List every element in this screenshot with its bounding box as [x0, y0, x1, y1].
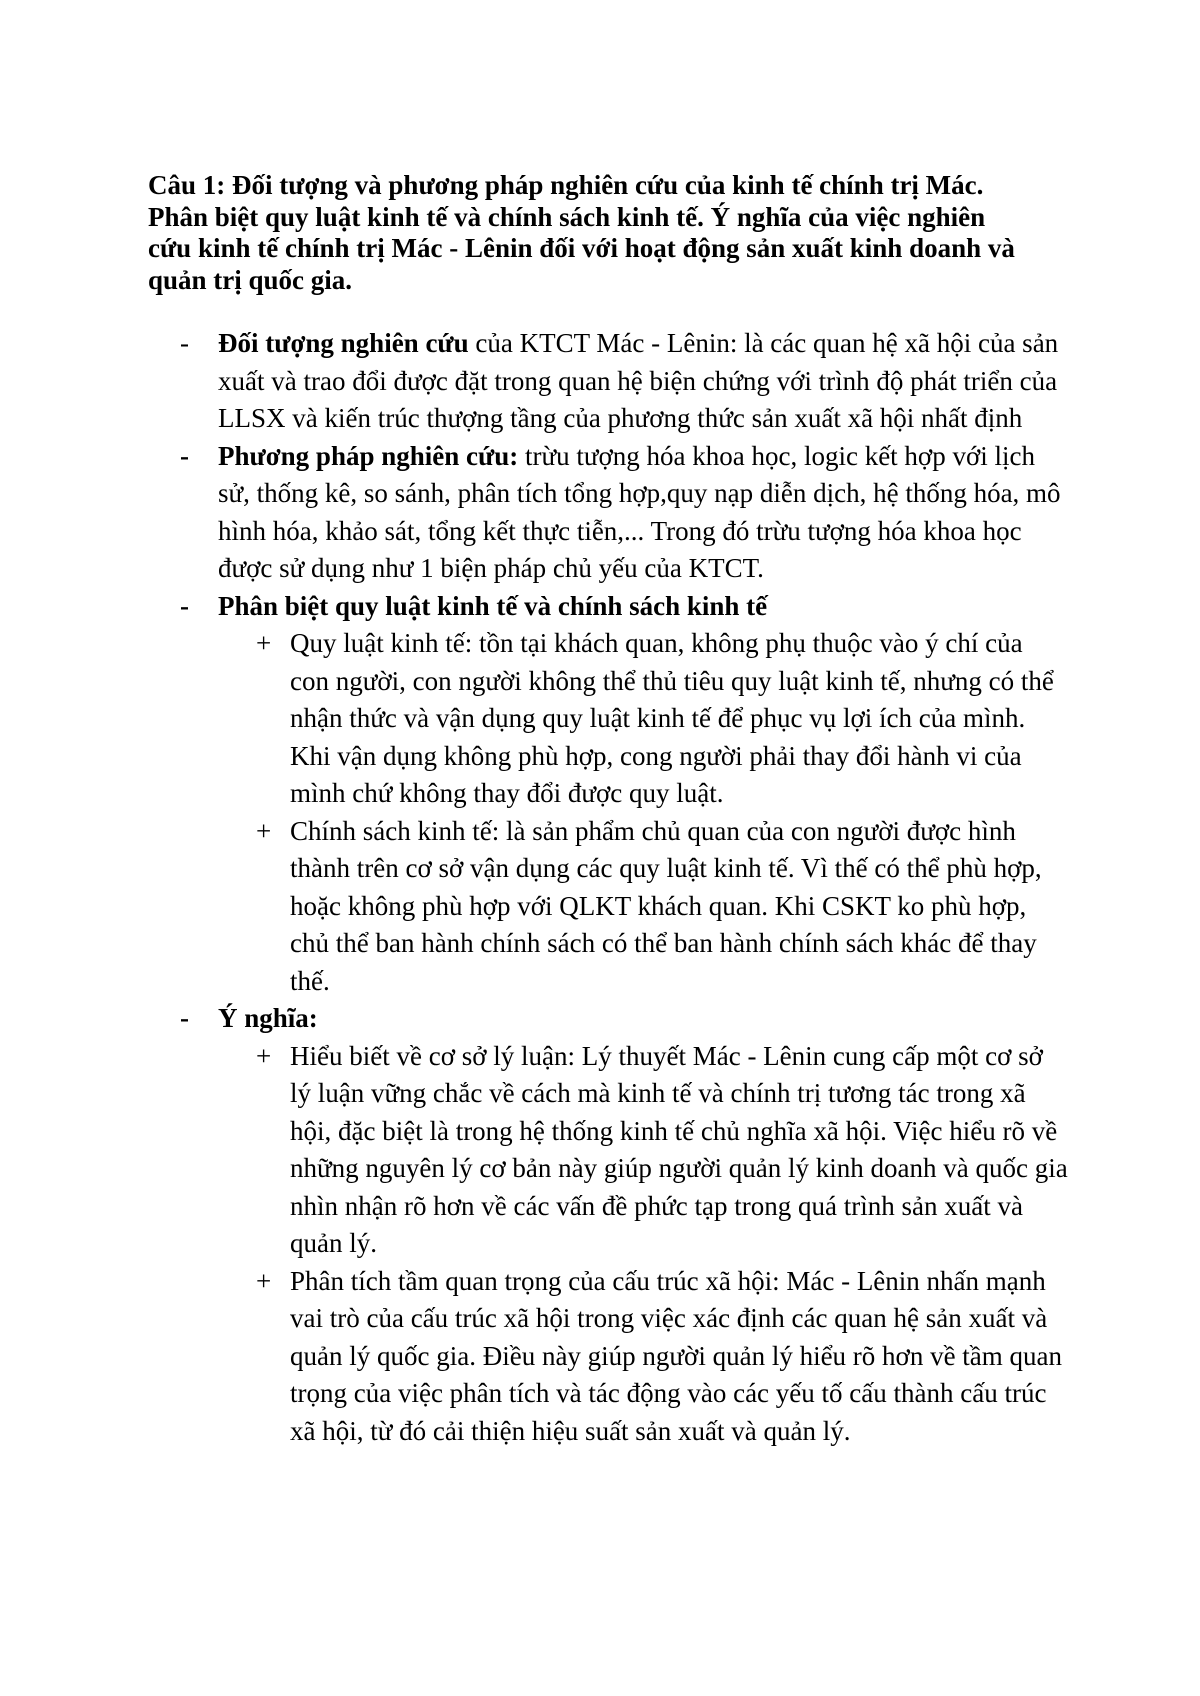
sub-item-text: Quy luật kinh tế: tồn tại khách quan, không phụ thuộc vào ý chí của con người, con người không thể thủ tiêu quy luật kinh tế, nhưng có thể nhận thức và vận dụng quy luật kinh tế để phục vụ lợi ích của mình. Khi vận dụng không phù hợp, cong người phải thay đổi hành vi của mình chứ không thay đổi được quy luật.	[290, 628, 1054, 808]
question-line: cứu kinh tế chính trị Mác - Lênin đối với hoạt động sản xuất kinh doanh và	[148, 233, 1015, 263]
sub-item-economic-law	[148, 625, 1068, 813]
item-text: của KTCT Mác - Lênin: là các quan hệ xã hội của sản xuất và trao đổi được đặt trong quan hệ biện chứng với trình độ phát triển của LLSX và kiến trúc thượng tầng của phương thức sản xuất xã hội nhất định	[218, 328, 1059, 433]
item-label: Phân biệt quy luật kinh tế và chính sách kinh tế	[218, 590, 768, 621]
list-item-meaning	[148, 1000, 1068, 1038]
sub-item-text: Phân tích tầm quan trọng của cấu trúc xã hội: Mác - Lênin nhấn mạnh vai trò của cấu trúc xã hội trong việc xác định các quan hệ sản xuất và quản lý quốc gia. Điều này giúp người quản lý hiểu rõ hơn về tầm quan trọng của việc phân tích và tác động vào các yếu tố cấu thành cấu trúc xã hội, từ đó cải thiện hiệu suất sản xuất và quản lý.	[290, 1265, 1063, 1446]
list-item-method	[148, 438, 1068, 588]
item-label: Đối tượng nghiên cứu	[218, 328, 469, 358]
question-line: Phân biệt quy luật kinh tế và chính sách kinh tế. Ý nghĩa của việc nghiên	[148, 201, 986, 232]
question-line: quản trị quốc gia.	[148, 264, 353, 295]
plus-bullet: +	[256, 815, 272, 846]
item-label: Ý nghĩa:	[218, 1003, 318, 1033]
plus-bullet: +	[256, 1265, 272, 1296]
dash-bullet: -	[180, 328, 189, 358]
list-item-distinguish	[148, 588, 1068, 626]
dash-bullet: -	[180, 590, 189, 621]
plus-bullet: +	[256, 1040, 272, 1071]
question-line: Câu 1: Đối tượng và phương pháp nghiên cứu của kinh tế chính trị Mác.	[148, 170, 984, 200]
dash-bullet: -	[180, 1003, 189, 1033]
sub-item-social-structure	[148, 1263, 1068, 1451]
dash-bullet: -	[180, 440, 189, 471]
sub-item-text: Chính sách kinh tế: là sản phẩm chủ quan của con người được hình thành trên cơ sở vận dụng các quy luật kinh tế. Vì thế có thể phù hợp, hoặc không phù hợp với QLKT khách quan. Khi CSKT ko phù hợp, chủ thể ban hành chính sách có thể ban hành chính sách khác để thay thế.	[290, 815, 1042, 996]
list-item-object	[148, 325, 1068, 438]
item-text: trừu tượng hóa khoa học, logic kết hợp với lịch sử, thống kê, so sánh, phân tích tổng hợp,quy nạp diễn dịch, hệ thống hóa, mô hình hóa, khảo sát, tổng kết thực tiễn,... Trong đó trừu tượng hóa khoa học được sử dụng như 1 biện pháp chủ yếu của KTCT.	[218, 440, 1061, 583]
question-heading	[148, 170, 1068, 296]
sub-item-text: Hiểu biết về cơ sở lý luận: Lý thuyết Mác - Lênin cung cấp một cơ sở lý luận vững chắc về cách mà kinh tế và chính trị tương tác trong xã hội, đặc biệt là trong hệ thống kinh tế chủ nghĩa xã hội. Việc hiểu rõ về những nguyên lý cơ bản này giúp người quản lý kinh doanh và quốc gia nhìn nhận rõ hơn về các vấn đề phức tạp trong quá trình sản xuất và quản lý.	[290, 1040, 1068, 1258]
answer-list	[148, 325, 1068, 1450]
sub-item-economic-policy	[148, 813, 1068, 1001]
plus-bullet: +	[256, 628, 272, 658]
item-label: Phương pháp nghiên cứu:	[218, 440, 519, 471]
sub-item-theory	[148, 1038, 1068, 1263]
